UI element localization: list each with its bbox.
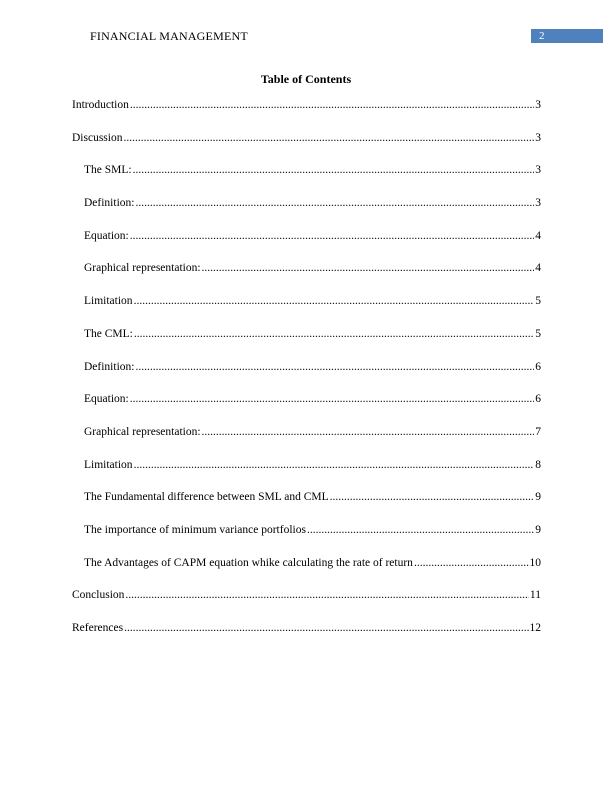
toc-dot-leader xyxy=(135,360,534,374)
toc-entry-page: 5 xyxy=(535,295,541,308)
toc-dot-leader xyxy=(134,294,535,308)
toc-entry[interactable] xyxy=(72,621,541,654)
toc-dot-leader xyxy=(124,621,528,635)
toc-entry[interactable] xyxy=(72,588,541,621)
toc-dot-leader xyxy=(133,163,535,177)
toc-dot-leader xyxy=(130,98,534,112)
toc-entry[interactable] xyxy=(72,229,541,262)
toc-dot-leader xyxy=(202,425,535,439)
toc-entry-label: Conclusion xyxy=(72,589,125,602)
toc-entry[interactable] xyxy=(72,523,541,556)
toc-entry-label: The Advantages of CAPM equation whike calculating the rate of return xyxy=(84,556,413,569)
toc-entry-label: The Fundamental difference between SML and CML xyxy=(84,491,329,504)
toc-entry-label: Definition: xyxy=(84,197,135,210)
toc-entry-page: 11 xyxy=(529,589,541,602)
toc-dot-leader xyxy=(330,490,535,504)
toc-entry-label: References xyxy=(72,622,124,634)
toc-entry[interactable] xyxy=(72,294,541,327)
toc-entry-page: 4 xyxy=(535,262,541,275)
toc-entry-page: 3 xyxy=(535,131,541,144)
toc-dot-leader xyxy=(123,131,534,145)
toc-entry-label: Equation: xyxy=(84,393,129,406)
toc-entry[interactable] xyxy=(72,458,541,491)
toc-entry-label: Introduction xyxy=(72,99,129,111)
toc-entry-label: The SML: xyxy=(84,164,132,177)
toc-entry[interactable] xyxy=(72,131,541,164)
toc-entry-page: 9 xyxy=(535,491,541,504)
toc-dot-leader xyxy=(125,588,529,602)
toc-entry-page: 4 xyxy=(535,229,541,242)
toc-entry-label: Graphical representation: xyxy=(84,425,201,438)
toc-entry[interactable] xyxy=(72,490,541,523)
toc-dot-leader xyxy=(414,556,529,570)
toc-entry-page: 6 xyxy=(535,393,541,406)
toc-dot-leader xyxy=(202,261,535,275)
toc-dot-leader xyxy=(307,523,534,537)
toc-entry[interactable] xyxy=(72,196,541,229)
toc-entry-label: The CML: xyxy=(84,327,133,340)
toc-entry-page: 3 xyxy=(535,164,541,177)
toc-entry[interactable] xyxy=(72,360,541,393)
toc-dot-leader xyxy=(130,392,535,406)
toc-dot-leader xyxy=(134,458,535,472)
toc-dot-leader xyxy=(134,327,534,341)
toc-entry-page: 9 xyxy=(535,523,541,536)
toc-entry-label: The importance of minimum variance portfolios xyxy=(84,523,306,536)
toc-entry[interactable] xyxy=(72,261,541,294)
toc-entry-page: 10 xyxy=(529,556,541,569)
toc-entry[interactable] xyxy=(72,98,541,131)
toc-entry-label: Definition: xyxy=(84,360,135,373)
page-number-badge: 2 xyxy=(531,29,603,43)
toc-entry-label: Equation: xyxy=(84,229,129,242)
toc-entry-label: Graphical representation: xyxy=(84,262,201,275)
toc-entry-page: 12 xyxy=(529,622,541,634)
toc-entry-label: Limitation xyxy=(84,458,133,471)
toc-entry[interactable] xyxy=(72,425,541,458)
toc-entry-page: 6 xyxy=(535,360,541,373)
toc-entry-page: 3 xyxy=(535,99,541,111)
toc-entry[interactable] xyxy=(72,327,541,360)
toc-entry[interactable] xyxy=(72,163,541,196)
toc-entry-label: Discussion xyxy=(72,131,123,144)
toc-heading: Table of Contents xyxy=(260,72,352,86)
toc-entry-page: 7 xyxy=(535,425,541,438)
toc-entry-page: 3 xyxy=(535,197,541,210)
running-header-title: FINANCIAL MANAGEMENT xyxy=(90,29,248,43)
toc-entry[interactable] xyxy=(72,556,541,589)
toc-dot-leader xyxy=(135,196,534,210)
toc-entry-label: Limitation xyxy=(84,295,133,308)
toc-entry-page: 8 xyxy=(535,458,541,471)
toc-entry-page: 5 xyxy=(535,327,541,340)
toc-entry[interactable] xyxy=(72,392,541,425)
table-of-contents xyxy=(72,98,541,654)
toc-dot-leader xyxy=(130,229,535,243)
